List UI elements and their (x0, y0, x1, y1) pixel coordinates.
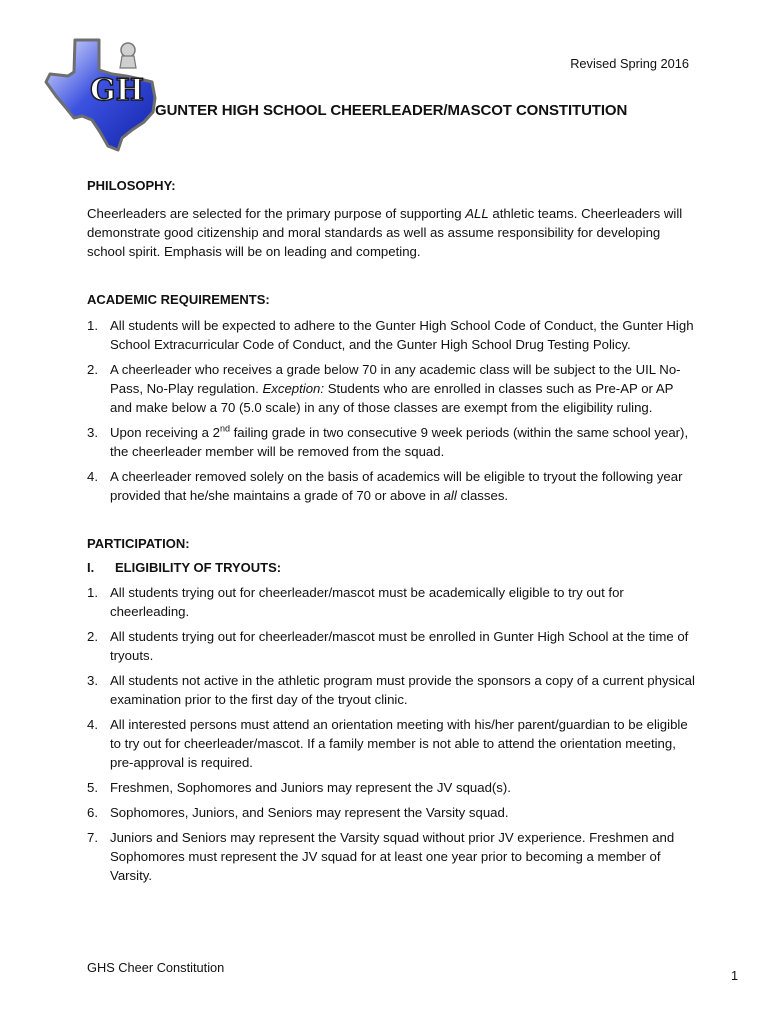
list-item: 4. All interested persons must attend an orientation meeting with his/her parent/guardian to be eligible to try out for cheerleader/mascot. If a family member is not able to attend the orientation meeting, pre-approval is required. (87, 717, 688, 770)
gh-monogram (90, 73, 144, 108)
list-item: 2. All students trying out for cheerleader/mascot must be enrolled in Gunter High School at the time of tryouts. (87, 629, 689, 663)
academic-heading: ACADEMIC REQUIREMENTS: (87, 292, 270, 307)
philosophy-heading: PHILOSOPHY: (87, 178, 176, 193)
list-item: 3. Upon receiving a 2nd failing grade in two consecutive 9 week periods (within the same school year), the cheerleader member will be removed from the squad. (87, 423, 689, 459)
list-item: 1. All students trying out for cheerleader/mascot must be academically eligible to try out for cheerleading. (87, 585, 624, 619)
participation-heading: PARTICIPATION: (87, 536, 190, 551)
list-item: 6. Sophomores, Juniors, and Seniors may represent the Varsity squad. (87, 805, 509, 820)
list-item: 4. A cheerleader removed solely on the basis of academics will be eligible to tryout the following year provided that he/she maintains a grade of 70 or above in all classes. (87, 469, 683, 503)
list-item: 7. Juniors and Seniors may represent the Varsity squad without prior JV experience. Freshmen and Sophomores must represent the JV squad for at least one year prior to becoming a member of Varsity. (87, 830, 675, 883)
page-title: GUNTER HIGH SCHOOL CHEERLEADER/MASCOT CONSTITUTION (155, 102, 628, 119)
list-item: 5. Freshmen, Sophomores and Juniors may represent the JV squad(s). (87, 780, 511, 795)
eligibility-list (87, 583, 697, 885)
document-body (87, 176, 697, 885)
list-item: 1. All students will be expected to adhere to the Gunter High School Code of Conduct, the Gunter High School Extracurricular Code of Conduct, and the Gunter High School Drug Testing Policy. (87, 318, 694, 352)
academic-list (87, 316, 697, 505)
footer-title: GHS Cheer Constitution (87, 960, 225, 975)
svg-text:GH: GH (90, 73, 144, 108)
page-number: 1 (731, 968, 739, 983)
revised-date: Revised Spring 2016 (570, 56, 689, 71)
texas-logo-icon (42, 36, 160, 152)
philosophy-text: Cheerleaders are selected for the primary purpose of supporting ALL athletic teams. Cheerleaders will demonstrate good citizenship and moral standards as well as assume responsibility for developing school spirit. Emphasis will be on leading and competing. (87, 206, 683, 259)
list-item: 2. A cheerleader who receives a grade below 70 in any academic class will be subject to the UIL No-Pass, No-Play regulation. Exception: Students who are enrolled in classes such as Pre-AP or AP and make below a 70 (5.0 scale) in any of those classes are exempt from the eligibility ruling. (87, 362, 681, 415)
eligibility-subheading: I. ELIGIBILITY OF TRYOUTS: (87, 560, 282, 575)
school-logo (42, 36, 160, 152)
list-item: 3. All students not active in the athletic program must provide the sponsors a copy of a current physical examination prior to the first day of the tryout clinic. (87, 673, 695, 707)
